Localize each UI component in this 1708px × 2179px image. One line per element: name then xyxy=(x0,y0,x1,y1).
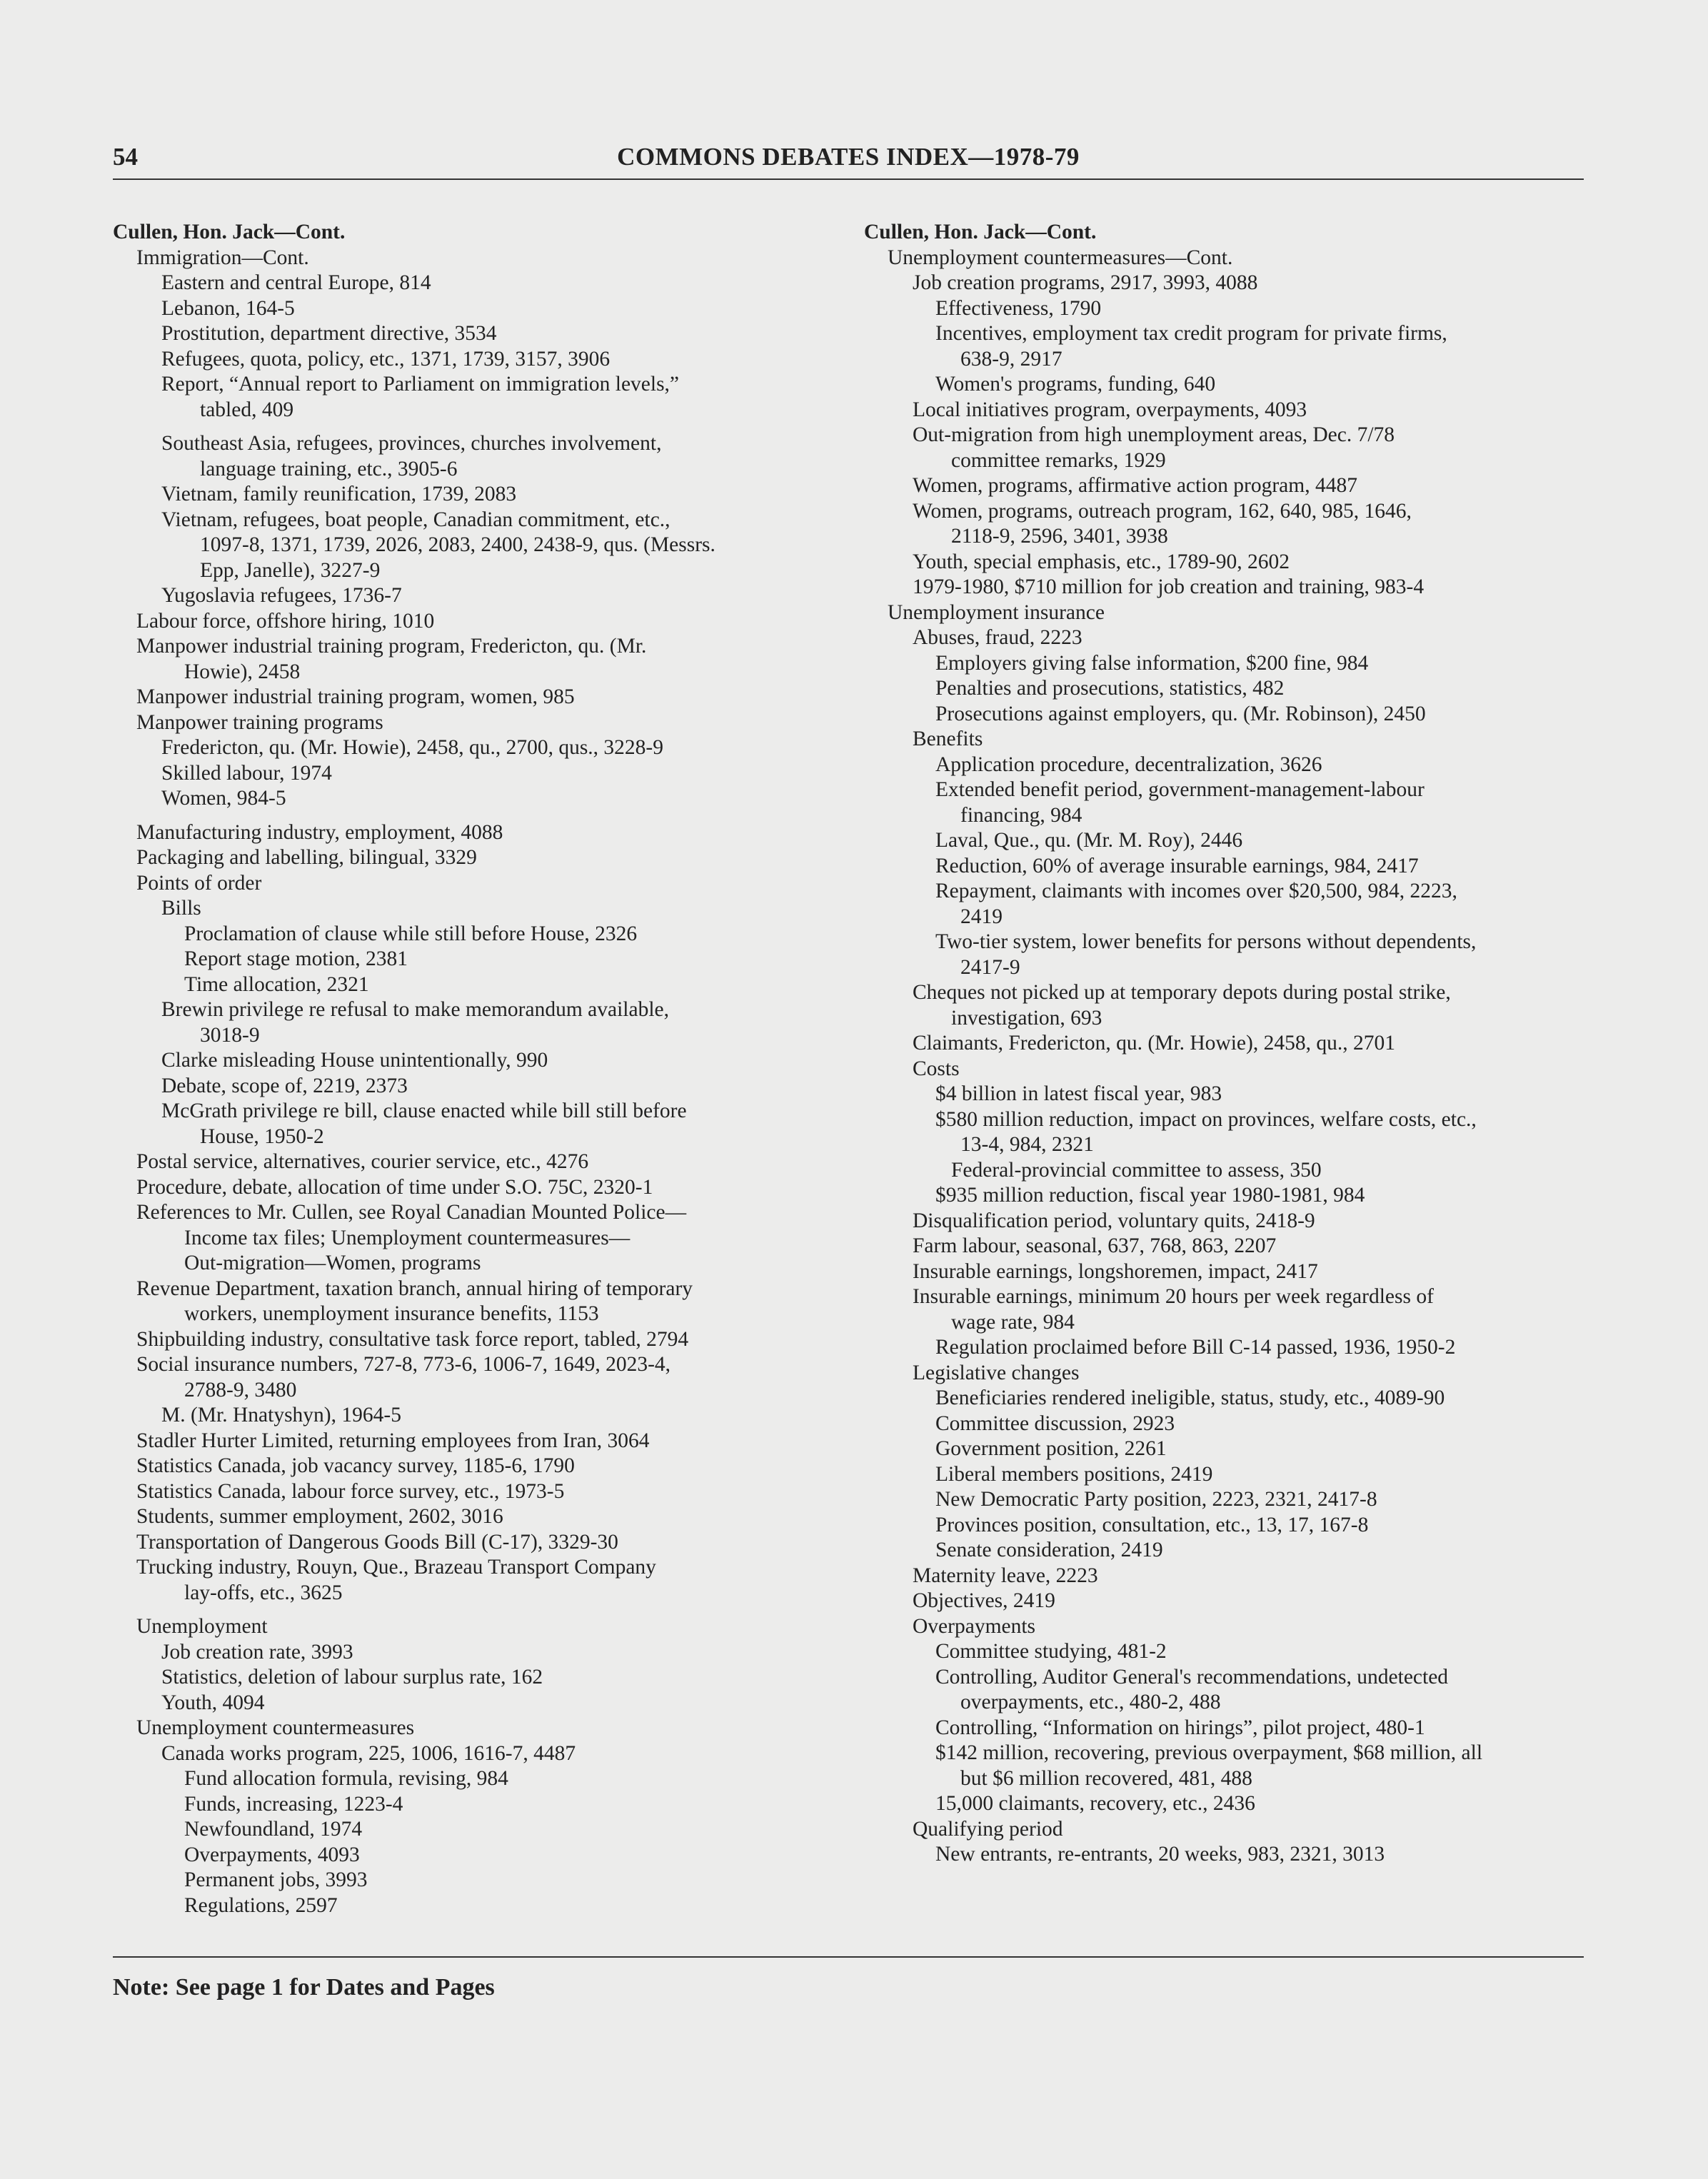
index-entry: Prosecutions against employers, qu. (Mr. Robinson), 2450 xyxy=(935,702,1426,725)
index-entry: Repayment, claimants with incomes over $20,500, 984, 2223, xyxy=(935,880,1457,902)
index-entry: Regulation proclaimed before Bill C-14 passed, 1936, 1950-2 xyxy=(935,1336,1456,1359)
index-entry: Claimants, Fredericton, qu. (Mr. Howie), 2458, qu., 2701 xyxy=(913,1032,1395,1055)
index-entry: Lebanon, 164-5 xyxy=(161,296,295,320)
index-entry: Women, 984-5 xyxy=(161,787,286,810)
index-entry: 638-9, 2917 xyxy=(960,347,1063,371)
index-entry: Stadler Hurter Limited, returning employees from Iran, 3064 xyxy=(136,1429,650,1452)
index-entry: Immigration—Cont. xyxy=(136,246,309,269)
index-entry: $142 million, recovering, previous overpayment, $68 million, all xyxy=(935,1741,1483,1764)
index-entry: Insurable earnings, longshoremen, impact, 2417 xyxy=(913,1259,1318,1283)
spacer xyxy=(113,423,841,431)
index-entry: Clarke misleading House unintentionally, 990 xyxy=(161,1049,548,1072)
index-entry: Shipbuilding industry, consultative task force report, tabled, 2794 xyxy=(136,1327,689,1351)
index-entry: Revenue Department, taxation branch, annual hiring of temporary xyxy=(136,1277,693,1300)
index-entry: Liberal members positions, 2419 xyxy=(935,1462,1213,1486)
index-entry: workers, unemployment insurance benefits, 1153 xyxy=(184,1302,599,1325)
index-entry: Eastern and central Europe, 814 xyxy=(161,271,431,294)
index-entry: Vietnam, family reunification, 1739, 2083 xyxy=(161,483,517,505)
index-entry: 15,000 claimants, recovery, etc., 2436 xyxy=(935,1792,1255,1815)
index-entry: Disqualification period, voluntary quits, 2418-9 xyxy=(913,1209,1315,1232)
index-entry: committee remarks, 1929 xyxy=(951,448,1166,472)
index-entry: Fredericton, qu. (Mr. Howie), 2458, qu., 2700, qus., 3228-9 xyxy=(161,736,664,759)
index-entry: Debate, scope of, 2219, 2373 xyxy=(161,1074,408,1097)
header-rule xyxy=(113,178,1584,180)
index-entry: 3018-9 xyxy=(200,1023,260,1047)
index-entry: Extended benefit period, government-management-labour xyxy=(935,778,1425,801)
index-entry: Overpayments xyxy=(913,1614,1036,1638)
index-entry: Yugoslavia refugees, 1736-7 xyxy=(161,584,402,607)
index-entry: Benefits xyxy=(913,728,983,750)
index-entry: Postal service, alternatives, courier service, etc., 4276 xyxy=(136,1150,589,1173)
index-entry: Committee discussion, 2923 xyxy=(935,1411,1175,1435)
index-entry: Transportation of Dangerous Goods Bill (C-17), 3329-30 xyxy=(136,1530,618,1554)
index-entry: $935 million reduction, fiscal year 1980-1981, 984 xyxy=(935,1184,1365,1207)
index-entry: Out-migration from high unemployment areas, Dec. 7/78 xyxy=(913,423,1395,446)
index-column-right xyxy=(864,220,1592,1868)
index-entry: Overpayments, 4093 xyxy=(184,1843,360,1866)
index-entry: Refugees, quota, policy, etc., 1371, 1739, 3157, 3906 xyxy=(161,347,611,371)
index-entry: Unemployment countermeasures xyxy=(136,1716,415,1739)
index-entry: McGrath privilege re bill, clause enacted while bill still before xyxy=(161,1099,687,1122)
index-entry: New Democratic Party position, 2223, 2321, 2417-8 xyxy=(935,1488,1377,1511)
index-entry: Vietnam, refugees, boat people, Canadian commitment, etc., xyxy=(161,508,670,531)
footer-note: Note: See page 1 for Dates and Pages xyxy=(113,1974,495,2001)
index-entry: 2417-9 xyxy=(960,955,1020,979)
index-entry: Social insurance numbers, 727-8, 773-6, 1006-7, 1649, 2023-4, xyxy=(136,1353,671,1376)
index-entry: lay-offs, etc., 3625 xyxy=(184,1581,343,1604)
index-entry: Points of order xyxy=(136,871,262,895)
index-entry: wage rate, 984 xyxy=(951,1310,1075,1334)
index-entry: Qualifying period xyxy=(913,1817,1063,1841)
index-entry: Committee studying, 481-2 xyxy=(935,1640,1167,1663)
index-entry: Bills xyxy=(161,897,201,920)
index-entry: Procedure, debate, allocation of time under S.O. 75C, 2320-1 xyxy=(136,1175,653,1199)
index-entry: Skilled labour, 1974 xyxy=(161,761,332,785)
index-entry: Job creation rate, 3993 xyxy=(161,1640,353,1664)
index-column-left xyxy=(113,220,841,1918)
index-entry: Local initiatives program, overpayments, 4093 xyxy=(913,398,1307,421)
index-entry: Federal-provincial committee to assess, 350 xyxy=(951,1158,1322,1182)
index-entry: Effectiveness, 1790 xyxy=(935,296,1102,320)
index-entry: New entrants, re-entrants, 20 weeks, 983, 2321, 3013 xyxy=(935,1843,1385,1866)
index-entry: Objectives, 2419 xyxy=(913,1589,1055,1612)
index-entry: Unemployment insurance xyxy=(888,600,1105,624)
index-entry: Howie), 2458 xyxy=(184,660,301,683)
index-entry: Packaging and labelling, bilingual, 3329 xyxy=(136,846,477,869)
index-entry: Application procedure, decentralization, 3626 xyxy=(935,753,1322,776)
index-entry: M. (Mr. Hnatyshyn), 1964-5 xyxy=(161,1404,401,1426)
index-entry: Unemployment countermeasures—Cont. xyxy=(888,246,1233,269)
index-entry: Prostitution, department directive, 3534 xyxy=(161,322,497,345)
index-entry: Women's programs, funding, 640 xyxy=(935,373,1216,396)
index-entry: Maternity leave, 2223 xyxy=(913,1564,1098,1587)
index-entry: Two-tier system, lower benefits for persons without dependents, xyxy=(935,930,1477,953)
footer-rule xyxy=(113,1956,1584,1958)
index-entry: Fund allocation formula, revising, 984 xyxy=(184,1767,508,1790)
index-entry: Legislative changes xyxy=(913,1361,1080,1384)
index-entry: Report, “Annual report to Parliament on immigration levels,” xyxy=(161,373,680,396)
index-entry: Epp, Janelle), 3227-9 xyxy=(200,558,381,582)
index-entry: Southeast Asia, refugees, provinces, churches involvement, xyxy=(161,432,662,455)
index-entry: Statistics Canada, job vacancy survey, 1185-6, 1790 xyxy=(136,1454,575,1477)
index-entry: 1979-1980, $710 million for job creation and training, 983-4 xyxy=(913,575,1425,598)
index-entry: Laval, Que., qu. (Mr. M. Roy), 2446 xyxy=(935,829,1243,852)
index-entry: Statistics, deletion of labour surplus rate, 162 xyxy=(161,1666,543,1689)
index-entry: Insurable earnings, minimum 20 hours per week regardless of xyxy=(913,1285,1434,1308)
index-entry: overpayments, etc., 480-2, 488 xyxy=(960,1691,1221,1713)
index-entry: $580 million reduction, impact on provinces, welfare costs, etc., xyxy=(935,1107,1477,1131)
index-entry: Manufacturing industry, employment, 4088 xyxy=(136,820,503,844)
index-entry: Canada works program, 225, 1006, 1616-7, 4487 xyxy=(161,1741,576,1765)
index-entry: Abuses, fraud, 2223 xyxy=(913,626,1082,649)
index-entry: Manpower training programs xyxy=(136,710,383,734)
index-entry: Proclamation of clause while still before House, 2326 xyxy=(184,922,638,945)
index-entry: 2118-9, 2596, 3401, 3938 xyxy=(951,525,1168,548)
index-entry: Government position, 2261 xyxy=(935,1437,1167,1460)
index-entry: Trucking industry, Rouyn, Que., Brazeau Transport Company xyxy=(136,1556,656,1579)
index-entry: Out-migration—Women, programs xyxy=(184,1252,481,1274)
index-entry: Youth, 4094 xyxy=(161,1691,265,1714)
index-entry: Brewin privilege re refusal to make memorandum available, xyxy=(161,998,670,1021)
index-entry: 13-4, 984, 2321 xyxy=(960,1133,1094,1156)
index-entry: but $6 million recovered, 481, 488 xyxy=(960,1766,1252,1790)
index-entry: Cheques not picked up at temporary depots during postal strike, xyxy=(913,981,1451,1004)
index-entry: Women, programs, affirmative action program, 4487 xyxy=(913,474,1357,497)
index-entry: Reduction, 60% of average insurable earnings, 984, 2417 xyxy=(935,854,1419,877)
index-entry: Report stage motion, 2381 xyxy=(184,947,408,970)
index-entry: Time allocation, 2321 xyxy=(184,972,369,996)
index-entry: financing, 984 xyxy=(960,803,1082,827)
index-entry: 2788-9, 3480 xyxy=(184,1378,297,1401)
index-entry: Manpower industrial training program, Fredericton, qu. (Mr. xyxy=(136,635,647,658)
index-entry: Permanent jobs, 3993 xyxy=(184,1868,368,1891)
index-entry: Controlling, “Information on hirings”, pilot project, 480-1 xyxy=(935,1716,1425,1739)
index-entry: Statistics Canada, labour force survey, etc., 1973-5 xyxy=(136,1479,565,1503)
index-entry: 2419 xyxy=(960,905,1003,928)
index-heading: Cullen, Hon. Jack—Cont. xyxy=(864,221,1097,243)
index-entry: investigation, 693 xyxy=(951,1006,1102,1030)
index-entry: Costs xyxy=(913,1057,960,1080)
index-entry: Penalties and prosecutions, statistics, 482 xyxy=(935,677,1285,700)
index-entry: Job creation programs, 2917, 3993, 4088 xyxy=(913,271,1258,294)
index-entry: Unemployment xyxy=(136,1615,268,1638)
index-entry: Manpower industrial training program, women, 985 xyxy=(136,685,575,708)
spacer xyxy=(113,812,841,820)
index-entry: Regulations, 2597 xyxy=(184,1893,338,1917)
index-entry: Labour force, offshore hiring, 1010 xyxy=(136,609,435,633)
index-entry: Employers giving false information, $200 fine, 984 xyxy=(935,651,1369,675)
page-number: 54 xyxy=(113,143,138,171)
index-heading: Cullen, Hon. Jack—Cont. xyxy=(113,221,346,243)
index-entry: tabled, 409 xyxy=(200,398,294,421)
index-entry: Controlling, Auditor General's recommendations, undetected xyxy=(935,1665,1449,1689)
index-entry: Newfoundland, 1974 xyxy=(184,1818,363,1841)
index-entry: Income tax files; Unemployment countermeasures— xyxy=(184,1226,631,1249)
index-entry: Provinces position, consultation, etc., 13, 17, 167-8 xyxy=(935,1513,1369,1536)
index-entry: Beneficiaries rendered ineligible, status, study, etc., 4089-90 xyxy=(935,1387,1445,1409)
index-entry: Funds, increasing, 1223-4 xyxy=(184,1792,403,1816)
index-entry: Women, programs, outreach program, 162, 640, 985, 1646, xyxy=(913,499,1412,523)
spacer xyxy=(113,1606,841,1614)
index-entry: Senate consideration, 2419 xyxy=(935,1539,1163,1561)
index-entry: Youth, special emphasis, etc., 1789-90, 2602 xyxy=(913,550,1290,573)
index-entry: Farm labour, seasonal, 637, 768, 863, 2207 xyxy=(913,1234,1277,1257)
index-entry: language training, etc., 3905-6 xyxy=(200,457,458,480)
index-entry: Incentives, employment tax credit program for private firms, xyxy=(935,322,1447,345)
page-header xyxy=(113,143,1584,180)
index-entry: House, 1950-2 xyxy=(200,1124,324,1148)
index-entry: $4 billion in latest fiscal year, 983 xyxy=(935,1082,1222,1105)
index-entry: References to Mr. Cullen, see Royal Canadian Mounted Police— xyxy=(136,1201,687,1224)
page-title: COMMONS DEBATES INDEX—1978-79 xyxy=(617,143,1080,171)
index-entry: 1097-8, 1371, 1739, 2026, 2083, 2400, 2438-9, qus. (Messrs. xyxy=(200,533,715,556)
index-entry: Students, summer employment, 2602, 3016 xyxy=(136,1505,503,1528)
